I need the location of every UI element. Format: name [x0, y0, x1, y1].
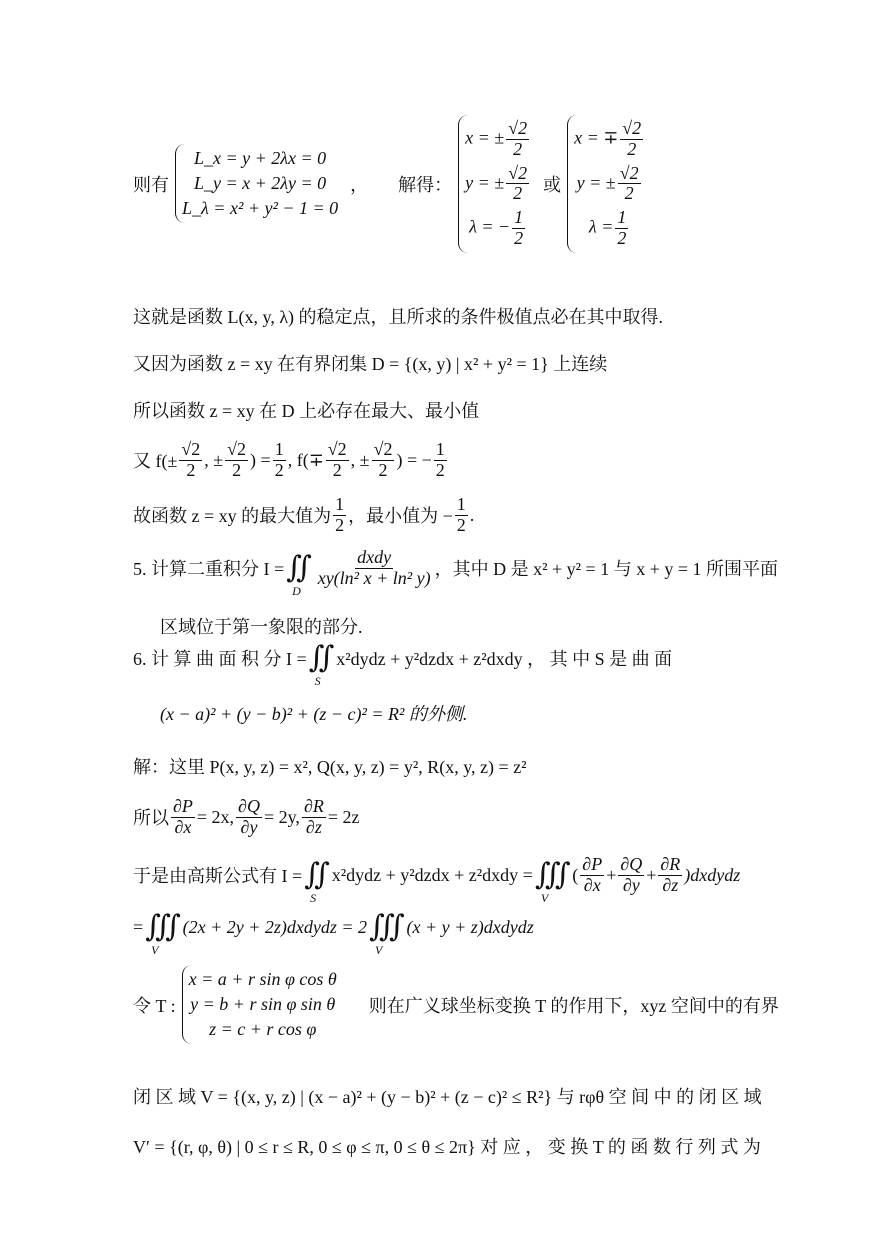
text: ) =: [250, 449, 271, 470]
text: x = ±: [465, 127, 505, 148]
triple-integral: [145, 910, 181, 957]
den: 2: [513, 138, 523, 159]
num: √2: [227, 439, 247, 459]
double-integral: [304, 858, 330, 906]
text: (x + y + z)dxdydz: [406, 916, 534, 937]
text: λ = −: [469, 216, 511, 237]
num: 1: [274, 439, 284, 459]
text: = 2x,: [196, 806, 235, 827]
extrema-line: [133, 495, 474, 536]
equation: L_y = x + 2λy = 0: [193, 173, 327, 194]
text: 又 f(±: [133, 451, 178, 472]
num: √2: [619, 162, 639, 183]
text: x²dydz + y²dzdx + z²dxdy =: [331, 864, 533, 885]
text: , f(∓: [287, 449, 324, 470]
transform-line: [133, 965, 779, 1044]
den: ∂z: [662, 874, 679, 895]
num: √2: [508, 162, 528, 183]
den: 2: [274, 459, 284, 480]
equation: x = a + r sin φ cos θ: [188, 969, 337, 989]
num: ∂R: [660, 854, 681, 874]
text-line: 区域位于第一象限的部分.: [160, 617, 363, 637]
integral-sign: ∭: [145, 910, 181, 943]
text: 解得：: [398, 174, 453, 195]
triple-integral-line: [133, 910, 534, 957]
num: ∂P: [173, 796, 193, 816]
num: 1: [435, 439, 445, 459]
integral-sign: ∬: [308, 641, 335, 674]
den: 2: [378, 459, 388, 480]
lagrange-system-line: [133, 115, 657, 253]
function-values-line: [133, 440, 449, 481]
integral-sign: ∬: [286, 551, 312, 585]
den: ∂x: [583, 874, 601, 895]
den: 2: [513, 183, 523, 204]
text: 则在广义球坐标变换 T 的作用下，xyz 空间中的有界: [368, 995, 779, 1016]
text: y = ±: [465, 172, 505, 193]
text: y = ±: [576, 172, 616, 193]
den: 2: [627, 138, 637, 159]
gauss-line: [133, 854, 741, 906]
num: ∂P: [582, 854, 603, 874]
domain: S: [314, 674, 321, 688]
den: xy(ln² x + ln² y): [317, 567, 431, 588]
text: 则有: [133, 174, 169, 195]
text: +: [646, 864, 657, 885]
domain: V: [151, 943, 159, 957]
domain: V: [540, 891, 549, 906]
den: 2: [332, 459, 342, 480]
triple-integral: [534, 858, 571, 906]
text: , ±: [204, 449, 224, 470]
equation: L_λ = x² + y² − 1 = 0: [182, 198, 339, 219]
domain: D: [292, 584, 301, 599]
den: 2: [624, 183, 634, 204]
num: ∂R: [303, 796, 324, 816]
triple-integral: [369, 910, 405, 957]
den: ∂y: [622, 874, 640, 895]
text: ，: [350, 174, 369, 195]
num: √2: [181, 439, 201, 459]
problem-5: [133, 547, 778, 599]
equation: z = c + r cos φ: [209, 1019, 317, 1039]
text-line: 解：这里 P(x, y, z) = x², Q(x, y, z) = y², R(x, y, z) = z²: [133, 757, 527, 777]
text: = 2y,: [263, 806, 300, 827]
integral-sign: ∭: [369, 910, 405, 943]
integral-sign: ∭: [534, 858, 571, 892]
den: ∂z: [305, 816, 322, 837]
text: x = ∓: [574, 127, 619, 148]
num: 1: [514, 207, 524, 228]
text: (2x + 2y + 2z)dxdydz = 2: [182, 916, 368, 937]
den: ∂y: [240, 816, 258, 837]
surface-integral: [308, 641, 335, 688]
den: 2: [456, 514, 466, 535]
num: dxdy: [357, 547, 392, 567]
den: 2: [617, 227, 627, 248]
double-integral: [286, 551, 312, 599]
text-line: 所以函数 z = xy 在 D 上必存在最大、最小值: [133, 401, 480, 421]
text-line: 闭 区 域 V = {(x, y, z) | (x − a)² + (y − b)² + (z − c)² ≤ R²} 与 rφθ 空 间 中 的 闭 区 域: [133, 1087, 762, 1107]
num: 1: [617, 207, 627, 228]
domain: V: [375, 943, 383, 957]
text: x²dydz + y²dzdx + z²dxdy ， 其 中 S 是 曲 面: [336, 649, 673, 669]
domain: S: [310, 891, 317, 906]
text: +: [606, 864, 617, 885]
num: 1: [335, 494, 345, 514]
transform-equations: [182, 965, 343, 1044]
text-line: V′ = {(r, φ, θ) | 0 ≤ r ≤ R, 0 ≤ φ ≤ π, 0 ≤ θ ≤ 2π} 对 应 ， 变 换 T 的 函 数 行 列 式 为: [133, 1137, 761, 1157]
text: = 2z: [327, 806, 360, 827]
lagrange-equations: [175, 144, 344, 223]
den: 2: [232, 459, 242, 480]
text: 故函数 z = xy 的最大值为: [133, 506, 332, 527]
text: (: [572, 864, 579, 885]
solution-1: [458, 115, 537, 253]
den: 2: [514, 227, 524, 248]
num: √2: [373, 439, 393, 459]
equation: y = b + r sin φ sin θ: [190, 994, 336, 1014]
num: 1: [456, 494, 466, 514]
text: 6. 计 算 曲 面 积 分 I =: [133, 649, 307, 669]
text-line: 这就是函数 L(x, y, λ) 的稳定点，且所求的条件极值点必在其中取得.: [133, 307, 664, 327]
den: ∂x: [174, 816, 192, 837]
text: 于是由高斯公式有 I =: [133, 866, 303, 887]
den: 2: [335, 514, 345, 535]
num: √2: [622, 118, 642, 138]
text-line: (x − a)² + (y − b)² + (z − c)² = R² 的外侧.: [160, 704, 468, 724]
num: ∂Q: [620, 854, 643, 874]
text: =: [133, 916, 144, 937]
den: 2: [435, 459, 445, 480]
den: 2: [186, 459, 196, 480]
text: .: [469, 504, 475, 525]
text: ，最小值为 −: [348, 506, 453, 527]
text: 令 T :: [133, 995, 176, 1016]
text: , ±: [350, 449, 370, 470]
text: ，其中 D 是 x² + y² = 1 与 x + y = 1 所围平面: [434, 559, 778, 580]
text: ) = −: [396, 449, 432, 470]
text: 或: [543, 174, 562, 195]
num: √2: [508, 118, 528, 138]
text: λ =: [588, 216, 614, 237]
text: 5. 计算二重积分 I =: [133, 559, 285, 580]
solution-2: [567, 115, 651, 253]
equation: L_x = y + 2λx = 0: [193, 148, 327, 169]
num: √2: [327, 439, 347, 459]
text-line: 又因为函数 z = xy 在有界闭集 D = {(x, y) | x² + y² = 1} 上连续: [133, 354, 608, 374]
integral-sign: ∬: [304, 858, 330, 892]
problem-6: [133, 641, 673, 688]
text: 所以: [133, 808, 169, 829]
partials-line: [133, 797, 359, 838]
num: ∂Q: [238, 796, 260, 816]
text: )dxdydz: [684, 864, 741, 885]
